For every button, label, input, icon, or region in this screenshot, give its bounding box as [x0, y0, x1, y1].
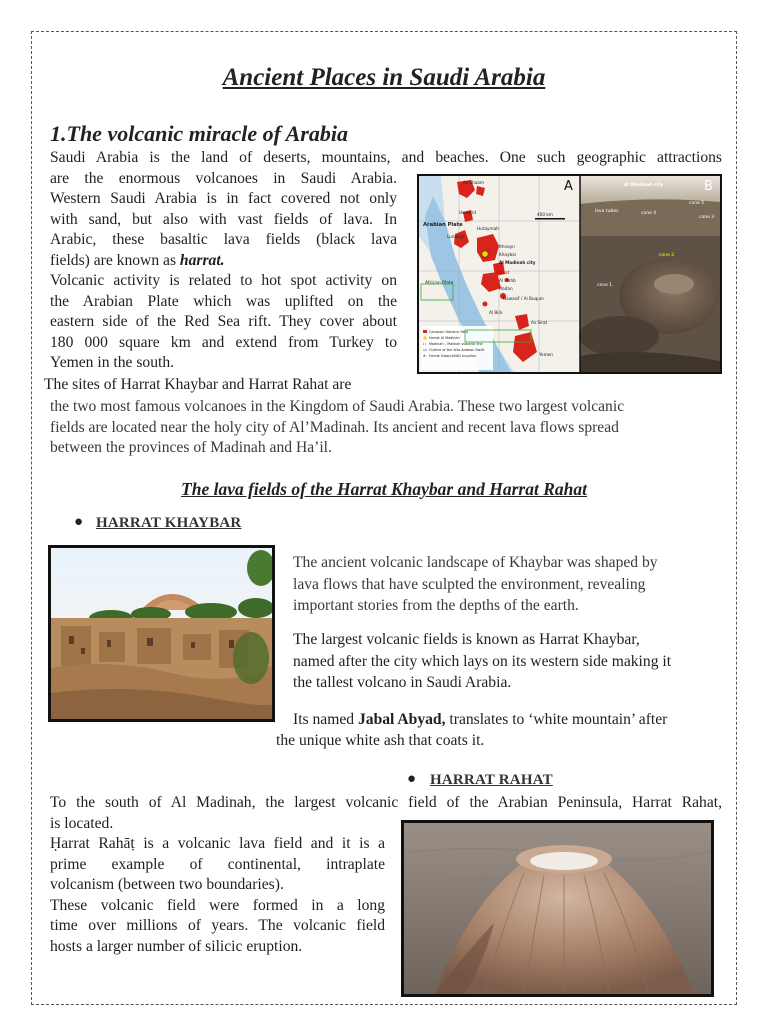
body-text: fields) are known as: [50, 251, 177, 269]
svg-text:Outline of the Afro-Arabian Sw: Outline of the Afro-Arabian Swell: [429, 348, 485, 352]
section-heading: 1.The volcanic miracle of Arabia: [50, 121, 348, 146]
intro-line: Saudi Arabia is the land of deserts, mountains, and beaches. One such geographic attractions: [50, 149, 722, 166]
svg-text:Al Birk: Al Birk: [489, 310, 503, 315]
svg-text:cone 5: cone 5: [689, 201, 705, 206]
lava-fields-subheading: The lava fields of the Harrat Khaybar and Harrat Rahat: [181, 479, 587, 499]
svg-text:Uwayrid: Uwayrid: [459, 210, 477, 215]
bullet-dot: ●: [407, 771, 417, 787]
body-line: [50, 251, 397, 272]
svg-text:lava tubes: lava tubes: [595, 209, 619, 214]
body-line: Western Saudi Arabia is in fact covered not only: [50, 190, 397, 207]
svg-text:Ithnayn: Ithnayn: [499, 244, 515, 249]
khaybar-line: lava flows that have sculpted the environment, revealing: [293, 575, 646, 593]
body-line: Volcanic activity is related to hot spot activity on: [50, 272, 397, 289]
khaybar-para-1: [293, 552, 723, 617]
khaybar-line: The ancient volcanic landscape of Khaybar was shaped by: [293, 554, 658, 571]
svg-text:cone 4: cone 4: [641, 211, 657, 216]
rahat-line: volcanism (between two boundaries).: [50, 876, 284, 893]
khaybar-line: the tallest volcano in Saudi Arabia.: [293, 674, 512, 691]
rahat-line: prime example of continental, intraplate: [50, 855, 385, 873]
khaybar-line: The largest volcanic fields is known as Harrat Khaybar,: [293, 631, 640, 648]
svg-text:Lunayyir: Lunayyir: [447, 234, 465, 239]
svg-text:cone 2: cone 2: [659, 253, 675, 258]
svg-text:cone 3: cone 3: [699, 215, 715, 220]
svg-text:Hutaymah: Hutaymah: [477, 226, 499, 231]
body-line: fields are located near the holy city of Al’Madinah. Its ancient and recent lava flows spread: [50, 418, 619, 436]
svg-text:Khaybar: Khaybar: [499, 252, 517, 257]
khaybar-ruins-image: [51, 548, 272, 719]
body-line: 180 000 square km and extend from Turkey to: [50, 333, 397, 351]
body-line: are the enormous volcanoes in Saudi Arabia.: [50, 169, 397, 187]
body-line: the two most famous volcanoes in the Kingdom of Saudi Arabia. These two largest volcanic: [50, 398, 625, 415]
bullet-dot: ●: [74, 514, 84, 530]
svg-text:Harrat Uwayrid/AD eruption: Harrat Uwayrid/AD eruption: [429, 354, 477, 358]
jabal-abyad-term: Jabal Abyad,: [357, 711, 446, 728]
svg-text:As Sirat: As Sirat: [531, 320, 548, 325]
svg-text:A: A: [564, 179, 573, 194]
khaybar-text: Its named: [293, 711, 358, 728]
svg-text:Al Madinah city: Al Madinah city: [624, 183, 664, 188]
svg-text:African Plate: African Plate: [425, 281, 454, 286]
khaybar-bullet-heading: HARRAT KHAYBAR: [96, 515, 242, 531]
map-svg: [419, 176, 720, 372]
rahat-line: time over millions of years. The volcanic field: [50, 917, 385, 934]
khaybar-para-3-line2: the unique white ash that coats it.: [276, 732, 485, 749]
rahat-line: Ḥarrat Rahāṭ is a volcanic lava field and it is a: [50, 835, 385, 852]
body-line: between the provinces of Madinah and Ha’il.: [50, 439, 332, 456]
svg-text:Harrat Al Madinah: Harrat Al Madinah: [429, 336, 460, 340]
svg-text:Cenozoic Volcanic field: Cenozoic Volcanic field: [429, 330, 468, 334]
body-line: with sand, but also with vast fields of lava. In: [50, 210, 397, 228]
body-line: the Arabian Plate which was uplifted on the: [50, 292, 397, 310]
body-line: eastern side of the Red Sea rift. They cover about: [50, 313, 397, 330]
harrat-term: harrat.: [179, 251, 225, 269]
svg-text:Arabian Plate: Arabian Plate: [423, 222, 463, 228]
svg-text:Rahat: Rahat: [497, 270, 510, 275]
body-line: The sites of Harrat Khaybar and Harrat Rahat are: [44, 376, 352, 393]
svg-text:Yemen: Yemen: [539, 352, 553, 357]
khaybar-para-2: [293, 629, 723, 694]
svg-text:Al Kishb: Al Kishb: [499, 278, 516, 283]
svg-text:cone 1: cone 1: [597, 283, 613, 288]
body-line: Yemen in the south.: [50, 354, 175, 371]
rahat-crater-image: [404, 823, 711, 994]
rahat-intro-line: is located.: [50, 814, 114, 832]
rahat-intro-line: To the south of Al Madinah, the largest volcanic field of the Arabian Peninsula, Harrat Rahat,: [50, 794, 722, 811]
rahat-crater-photo: [401, 820, 714, 997]
rahat-line: These volcanic field were formed in a long: [50, 896, 385, 914]
svg-text:Nawasif / Al Buqum: Nawasif / Al Buqum: [503, 296, 544, 301]
khaybar-line: important stories from the depths of the earth.: [293, 597, 579, 614]
page-title: Ancient Places in Saudi Arabia: [222, 64, 546, 91]
volcanic-map-figure: [417, 174, 722, 374]
svg-text:✱: ✱: [423, 354, 426, 358]
svg-text:As Shaam: As Shaam: [463, 180, 484, 185]
khaybar-para-3: [293, 710, 723, 731]
svg-text:Hadan: Hadan: [499, 286, 513, 291]
svg-text:400 km: 400 km: [537, 212, 553, 217]
khaybar-text: translates to ‘white mountain’ after: [445, 711, 668, 728]
rahat-line: hosts a larger number of silicic eruption.: [50, 937, 303, 955]
khaybar-line: named after the city which lays on its western side making it: [293, 652, 672, 670]
svg-text:Madinah – Makkah volcanic line: Madinah – Makkah volcanic line: [429, 342, 483, 346]
svg-text:B: B: [704, 179, 713, 194]
khaybar-photo: [48, 545, 275, 722]
body-line: Arabic, these basaltic lava fields (black lava: [50, 231, 397, 248]
svg-text:Al Madinah city: Al Madinah city: [499, 260, 536, 265]
rahat-bullet-heading: HARRAT RAHAT: [430, 772, 553, 788]
